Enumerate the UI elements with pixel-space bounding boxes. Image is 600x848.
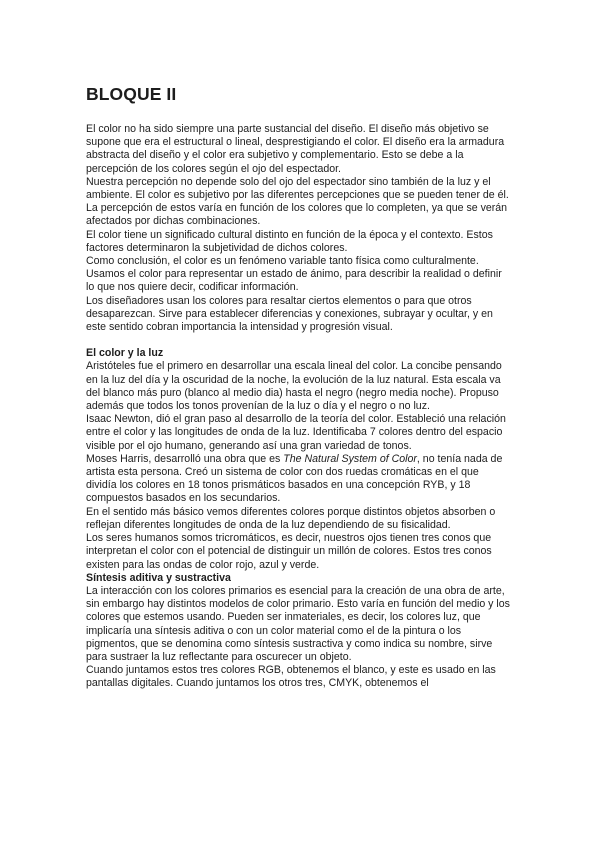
paragraph: El color tiene un significado cultural distinto en función de la época y el contexto. Estos factores determinaron la subjetividad de dichos colores. (86, 228, 493, 254)
paragraph (86, 453, 512, 506)
paragraph: Aristóteles fue el primero en desarrollar una escala lineal del color. La concibe pensando en la luz del día y la oscuridad de la noche, la evolución de la luz natural. Esta escala va del blanco más puro (blanco al medio dia) hasta el negro (negro media noche). Propuso además que todos los tonos provenían de la luz o día y el negro o no luz. (86, 360, 502, 413)
section-color-luz (86, 347, 512, 571)
paragraph: Los diseñadores usan los colores para resaltar ciertos elementos o para que otros desaparezcan. Sirve para establecer diferencias y conexiones, subrayar y ocultar, y en este sentido cobran importancia la intensidad y progresión visual. (86, 294, 493, 334)
paragraph: El color no ha sido siempre una parte sustancial del diseño. El diseño más objetivo se supone que era el estructural o lineal, desprestigiando el color. El diseño era la armadura abstracta del diseño y el color era subjetivo y complementario. Esto se debe a la percepción de los colores según el ojo del espectador. (86, 123, 505, 175)
paragraph: Los seres humanos somos tricromáticos, es decir, nuestros ojos tienen tres conos que interpretan el color con el potencial de distinguir un millón de colores. Estos tres conos existen para las ondas de color rojo, azul y verde. (86, 532, 492, 571)
page-title: BLOQUE II (86, 84, 177, 104)
paragraph: Como conclusión, el color es un fenómeno variable tanto física como culturalmente. (86, 255, 479, 268)
section-sintesis (86, 572, 512, 691)
paragraph: Nuestra percepción no depende solo del ojo del espectador sino también de la luz y el ambiente. El color es subjetivo por las diferentes percepciones que se pueden tener de él. La percepción de estos varía en función de los colores que lo completen, ya que se verán afectados por dichas combinaciones. (86, 175, 509, 228)
book-title: The Natural System of Color (283, 452, 417, 465)
paragraph: En el sentido más básico vemos diferentes colores porque distintos objetos absorben o reflejan diferentes longitudes de onda de la luz dependiendo de su fisicalidad. (86, 505, 496, 531)
paragraph: Usamos el color para representar un estado de ánimo, para describir la realidad o definir lo que nos quiere decir, codificar información. (86, 268, 502, 294)
section-heading: El color y la luz (86, 347, 164, 360)
paragraph: La interacción con los colores primarios es esencial para la creación de una obra de arte, sin embargo hay distintos modelos de color primario. Esto varía en función del medio y los colores que estemos usando. Pueden ser inmateriales, es decir, los colores luz, que implicaría una síntesis aditiva o con un color material como el de la pintura o los pigmentos, que se denomina como síntesis sustractiva y como indica su nombre, sirve para sustraer la luz reflectante para oscurecer un objeto. (86, 584, 510, 663)
text-run: , no tenía nada de artista esta persona. Creó un sistema de color con dos ruedas cromáticas en el que dividía los colores en 18 tonos prismáticos basados en una concepción RYB, y 18 compuestos basados en los secundarios. (86, 452, 503, 505)
paragraph: Cuando juntamos estos tres colores RGB, obtenemos el blanco, y este es usado en las pantallas digitales. Cuando juntamos los otros tres, CMYK, obtenemos el (86, 664, 496, 690)
intro-section (86, 123, 512, 334)
paragraph: Isaac Newton, dió el gran paso al desarrollo de la teoría del color. Estableció una relación entre el color y las longitudes de onda de la luz. Identificaba 7 colores dentro del espacio visible por el ojo humano, generando así una gran variedad de tonos. (86, 413, 506, 452)
text-run: Moses Harris, desarrolló una obra que es (86, 452, 284, 465)
section-heading: Síntesis aditiva y sustractiva (86, 571, 231, 584)
